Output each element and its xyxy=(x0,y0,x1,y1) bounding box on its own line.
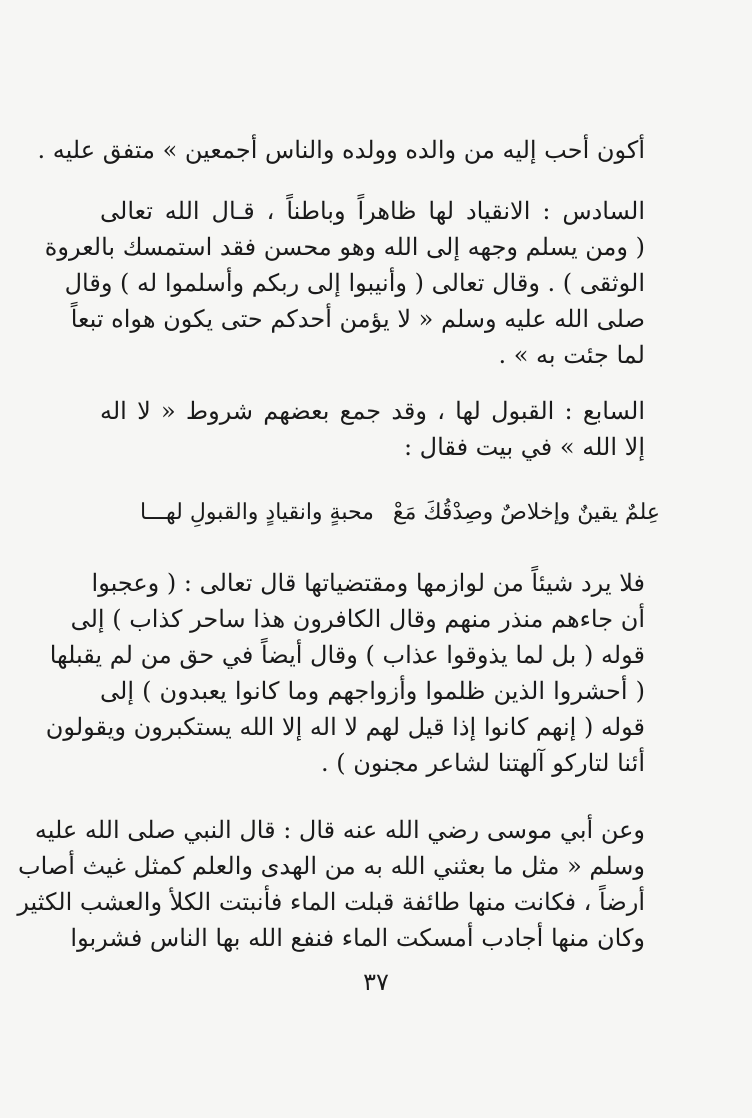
verse-first-hemistich: عِلمٌ يقينٌ وإخلاصٌ وصِدْقُكَ مَعْ xyxy=(392,499,660,525)
text-line: ( أحشروا الذين ظلموا وأزواجهم وما كانوا يعبدون ) إلى xyxy=(100,677,645,705)
text-line: لما جئت به » . xyxy=(498,341,645,369)
text-line: أرضاً ، فكانت منها طائفة قبلت الماء فأنبتت الكلأ والعشب الكثير xyxy=(17,888,645,916)
page-number: ٣٧ xyxy=(363,968,389,996)
text-line: أكون أحب إليه من والده وولده والناس أجمعين » متفق عليه . xyxy=(37,136,645,164)
paragraph-4 xyxy=(45,565,645,781)
text-line: صلى الله عليه وسلم « لا يؤمن أحدكم حتى يكون هواه تبعاً xyxy=(70,305,645,333)
text-line: وكان منها أجادب أمسكت الماء فنفع الله بها الناس فشربوا xyxy=(70,924,645,952)
text-line: ( ومن يسلم وجهه إلى الله وهو محسن فقد استمسك بالعروة xyxy=(44,233,645,261)
text-line: السابع : القبول لها ، وقد جمع بعضهم شروط « لا اله xyxy=(100,397,645,425)
verse-second-hemistich: محبةٍ وانقيادٍ والقبولِ لهـــا xyxy=(140,499,374,525)
paragraph-3 xyxy=(100,393,645,465)
paragraph-2 xyxy=(44,193,646,373)
text-line: إلا الله » في بيت فقال : xyxy=(403,433,645,461)
text-line: أن جاءهم منذر منهم وقال الكافرون هذا ساحر كذاب ) إلى xyxy=(70,605,645,633)
paragraph-1 xyxy=(37,132,645,168)
text-line: وسلم « مثل ما بعثني الله به من الهدى والعلم كمثل غيث أصاب xyxy=(17,852,645,880)
text-line: قوله ( إنهم كانوا إذا قيل لهم لا اله إلا الله يستكبرون ويقولون xyxy=(45,713,645,741)
text-line: قوله ( بل لما يذوقوا عذاب ) وقال أيضاً في حق من لم يقبلها xyxy=(49,641,645,669)
text-line: الوثقى ) . وقال تعالى ( وأنيبوا إلى ربكم وأسلموا له ) وقال xyxy=(64,269,645,297)
poetry-verse xyxy=(140,492,660,532)
text-line: أئنا لتاركو آلهتنا لشاعر مجنون ) . xyxy=(321,749,645,777)
paragraph-5 xyxy=(17,812,645,956)
text-line: فلا يرد شيئاً من لوازمها ومقتضياتها قال تعالى : ( وعجبوا xyxy=(91,569,645,597)
text-line: وعن أبي موسى رضي الله عنه قال : قال النبي صلى الله عليه xyxy=(34,816,645,844)
text-line: السادس : الانقياد لها ظاهراً وباطناً ، قـال الله تعالى xyxy=(100,197,646,225)
